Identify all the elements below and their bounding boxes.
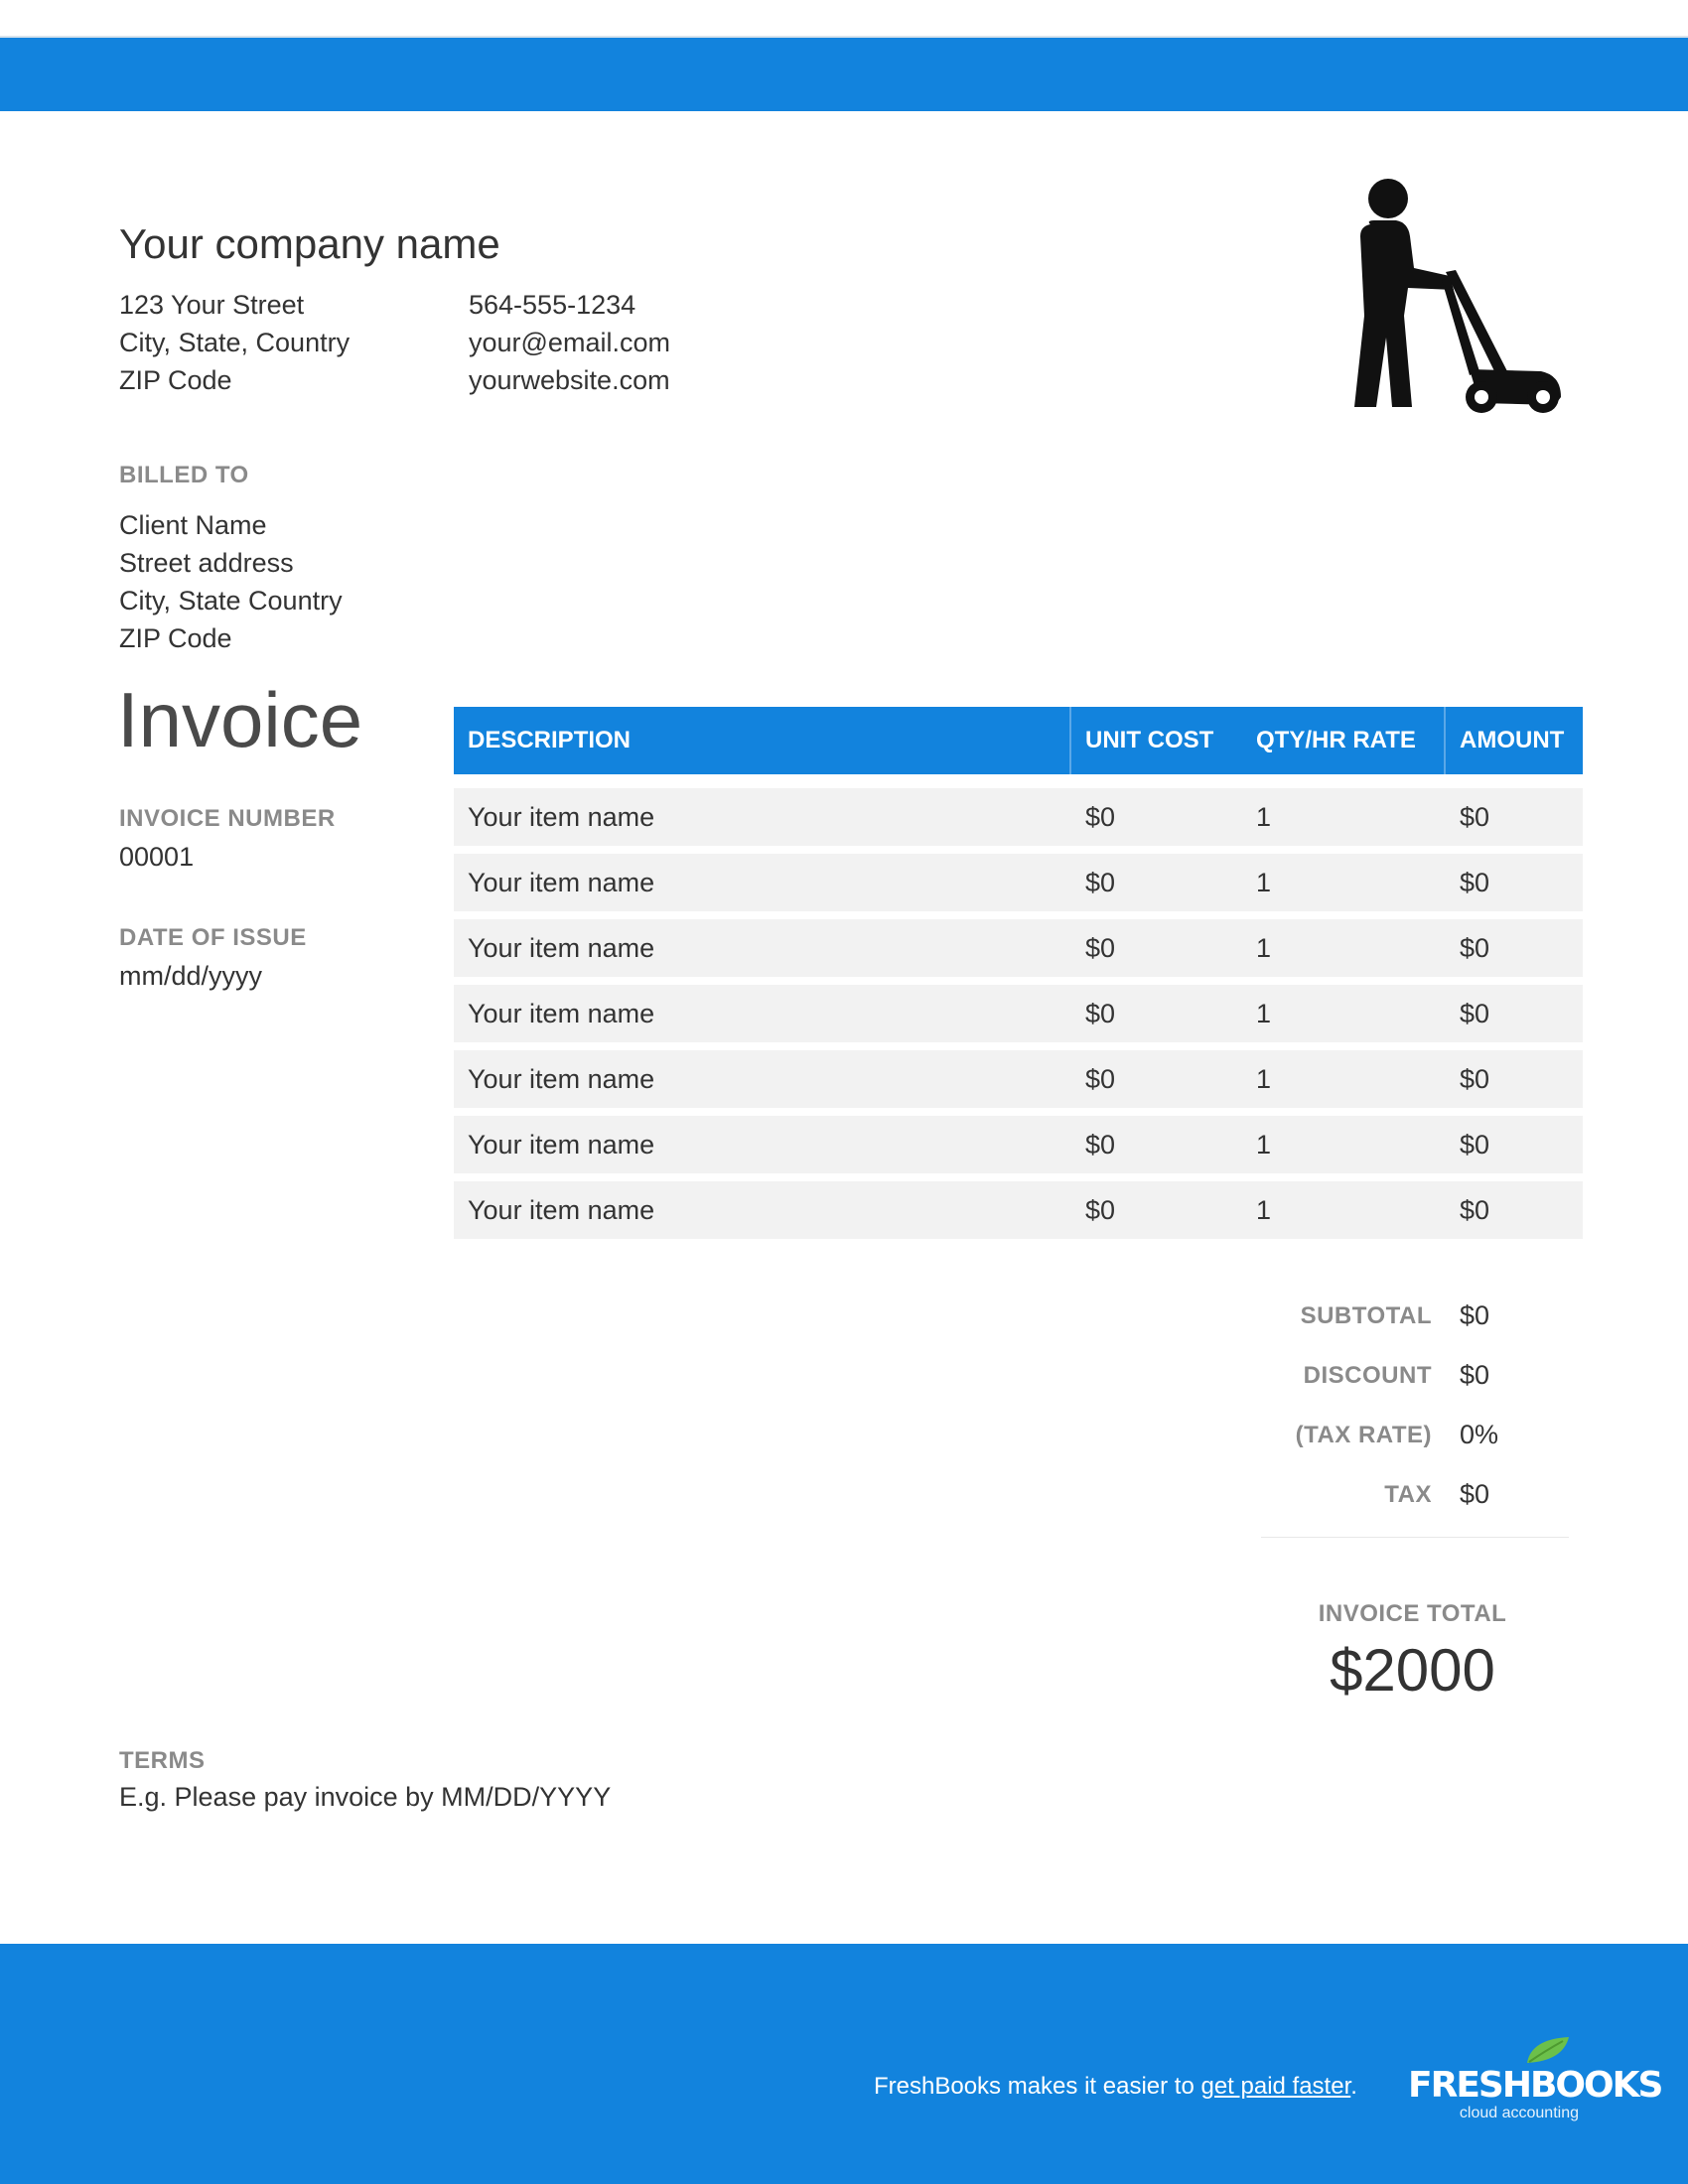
item-description: Your item name <box>468 1130 655 1160</box>
invoice-number: 00001 <box>119 842 195 872</box>
subtotal-value: $0 <box>1460 1300 1490 1330</box>
leaf-icon <box>1525 2035 1571 2065</box>
item-unit-cost: $0 <box>1085 933 1116 963</box>
item-amount: $0 <box>1460 1195 1490 1225</box>
header-divider <box>1444 707 1446 774</box>
invoice-title: Invoice <box>117 676 363 763</box>
terms-text: E.g. Please pay invoice by MM/DD/YYYY <box>119 1782 612 1812</box>
table-header <box>454 707 1583 774</box>
item-qty: 1 <box>1256 868 1272 897</box>
footer-tagline <box>874 2073 1357 2101</box>
item-unit-cost: $0 <box>1085 802 1116 832</box>
item-unit-cost: $0 <box>1085 1064 1116 1094</box>
footer-tagline-end: . <box>1350 2073 1357 2100</box>
table-row <box>454 1050 1583 1108</box>
discount-value: $0 <box>1460 1360 1490 1390</box>
invoice-total-label: INVOICE TOTAL <box>1318 1600 1507 1627</box>
get-paid-faster-link[interactable]: get paid faster <box>1200 2073 1351 2100</box>
freshbooks-wordmark: FRESHBOOKS <box>1408 2065 1662 2106</box>
table-row <box>454 1181 1583 1239</box>
item-unit-cost: $0 <box>1085 1130 1116 1160</box>
item-description: Your item name <box>468 1195 655 1225</box>
invoice-total-value: $2000 <box>1330 1637 1495 1704</box>
billed-to-label: BILLED TO <box>119 462 249 488</box>
item-qty: 1 <box>1256 999 1272 1028</box>
item-unit-cost: $0 <box>1085 868 1116 897</box>
header-description: DESCRIPTION <box>468 727 632 753</box>
footer-tagline-text: FreshBooks makes it easier to <box>874 2073 1201 2100</box>
item-amount: $0 <box>1460 933 1490 963</box>
table-row <box>454 919 1583 977</box>
summary-divider <box>1261 1537 1569 1538</box>
item-amount: $0 <box>1460 868 1490 897</box>
freshbooks-subtitle: cloud accounting <box>1459 2105 1579 2121</box>
item-qty: 1 <box>1256 1195 1272 1225</box>
item-qty: 1 <box>1256 933 1272 963</box>
item-description: Your item name <box>468 802 655 832</box>
header-divider <box>1069 707 1071 774</box>
item-qty: 1 <box>1256 802 1272 832</box>
billed-to-address <box>119 506 343 657</box>
table-row <box>454 788 1583 846</box>
subtotal-label: SUBTOTAL <box>1300 1302 1432 1329</box>
item-amount: $0 <box>1460 999 1490 1028</box>
company-zip: ZIP Code <box>119 365 232 395</box>
item-unit-cost: $0 <box>1085 999 1116 1028</box>
company-contact <box>469 286 670 399</box>
item-amount: $0 <box>1460 802 1490 832</box>
client-street: Street address <box>119 548 294 578</box>
lawn-mower-person-icon <box>1331 177 1569 415</box>
discount-label: DISCOUNT <box>1303 1362 1432 1389</box>
company-address <box>119 286 350 399</box>
header-amount: AMOUNT <box>1460 727 1565 753</box>
client-city: City, State Country <box>119 586 343 615</box>
item-description: Your item name <box>468 933 655 963</box>
table-row <box>454 854 1583 911</box>
tax-label: TAX <box>1384 1481 1432 1508</box>
line-items-table <box>454 707 1583 1239</box>
tax-rate-label: (TAX RATE) <box>1295 1422 1432 1448</box>
company-email: your@email.com <box>469 328 670 357</box>
client-zip: ZIP Code <box>119 623 232 653</box>
item-qty: 1 <box>1256 1064 1272 1094</box>
item-description: Your item name <box>468 868 655 897</box>
company-name: Your company name <box>119 220 500 267</box>
client-name: Client Name <box>119 510 267 540</box>
header-unit-cost: UNIT COST <box>1085 727 1214 753</box>
tax-value: $0 <box>1460 1479 1490 1509</box>
freshbooks-logo <box>1408 2035 1662 2124</box>
tax-rate-value: 0% <box>1460 1420 1499 1449</box>
item-qty: 1 <box>1256 1130 1272 1160</box>
header-qty-rate: QTY/HR RATE <box>1256 727 1416 753</box>
company-city: City, State, Country <box>119 328 351 357</box>
item-amount: $0 <box>1460 1130 1490 1160</box>
item-amount: $0 <box>1460 1064 1490 1094</box>
company-website: yourwebsite.com <box>469 365 670 395</box>
date-of-issue: mm/dd/yyyy <box>119 961 263 991</box>
date-of-issue-label: DATE OF ISSUE <box>119 924 307 951</box>
terms-label: TERMS <box>119 1747 206 1774</box>
company-phone: 564-555-1234 <box>469 290 636 320</box>
item-description: Your item name <box>468 1064 655 1094</box>
table-row <box>454 1116 1583 1173</box>
item-description: Your item name <box>468 999 655 1028</box>
table-row <box>454 985 1583 1042</box>
header-color-bar <box>0 36 1688 111</box>
table-body <box>454 788 1583 1239</box>
item-unit-cost: $0 <box>1085 1195 1116 1225</box>
invoice-number-label: INVOICE NUMBER <box>119 805 336 832</box>
company-street: 123 Your Street <box>119 290 305 320</box>
